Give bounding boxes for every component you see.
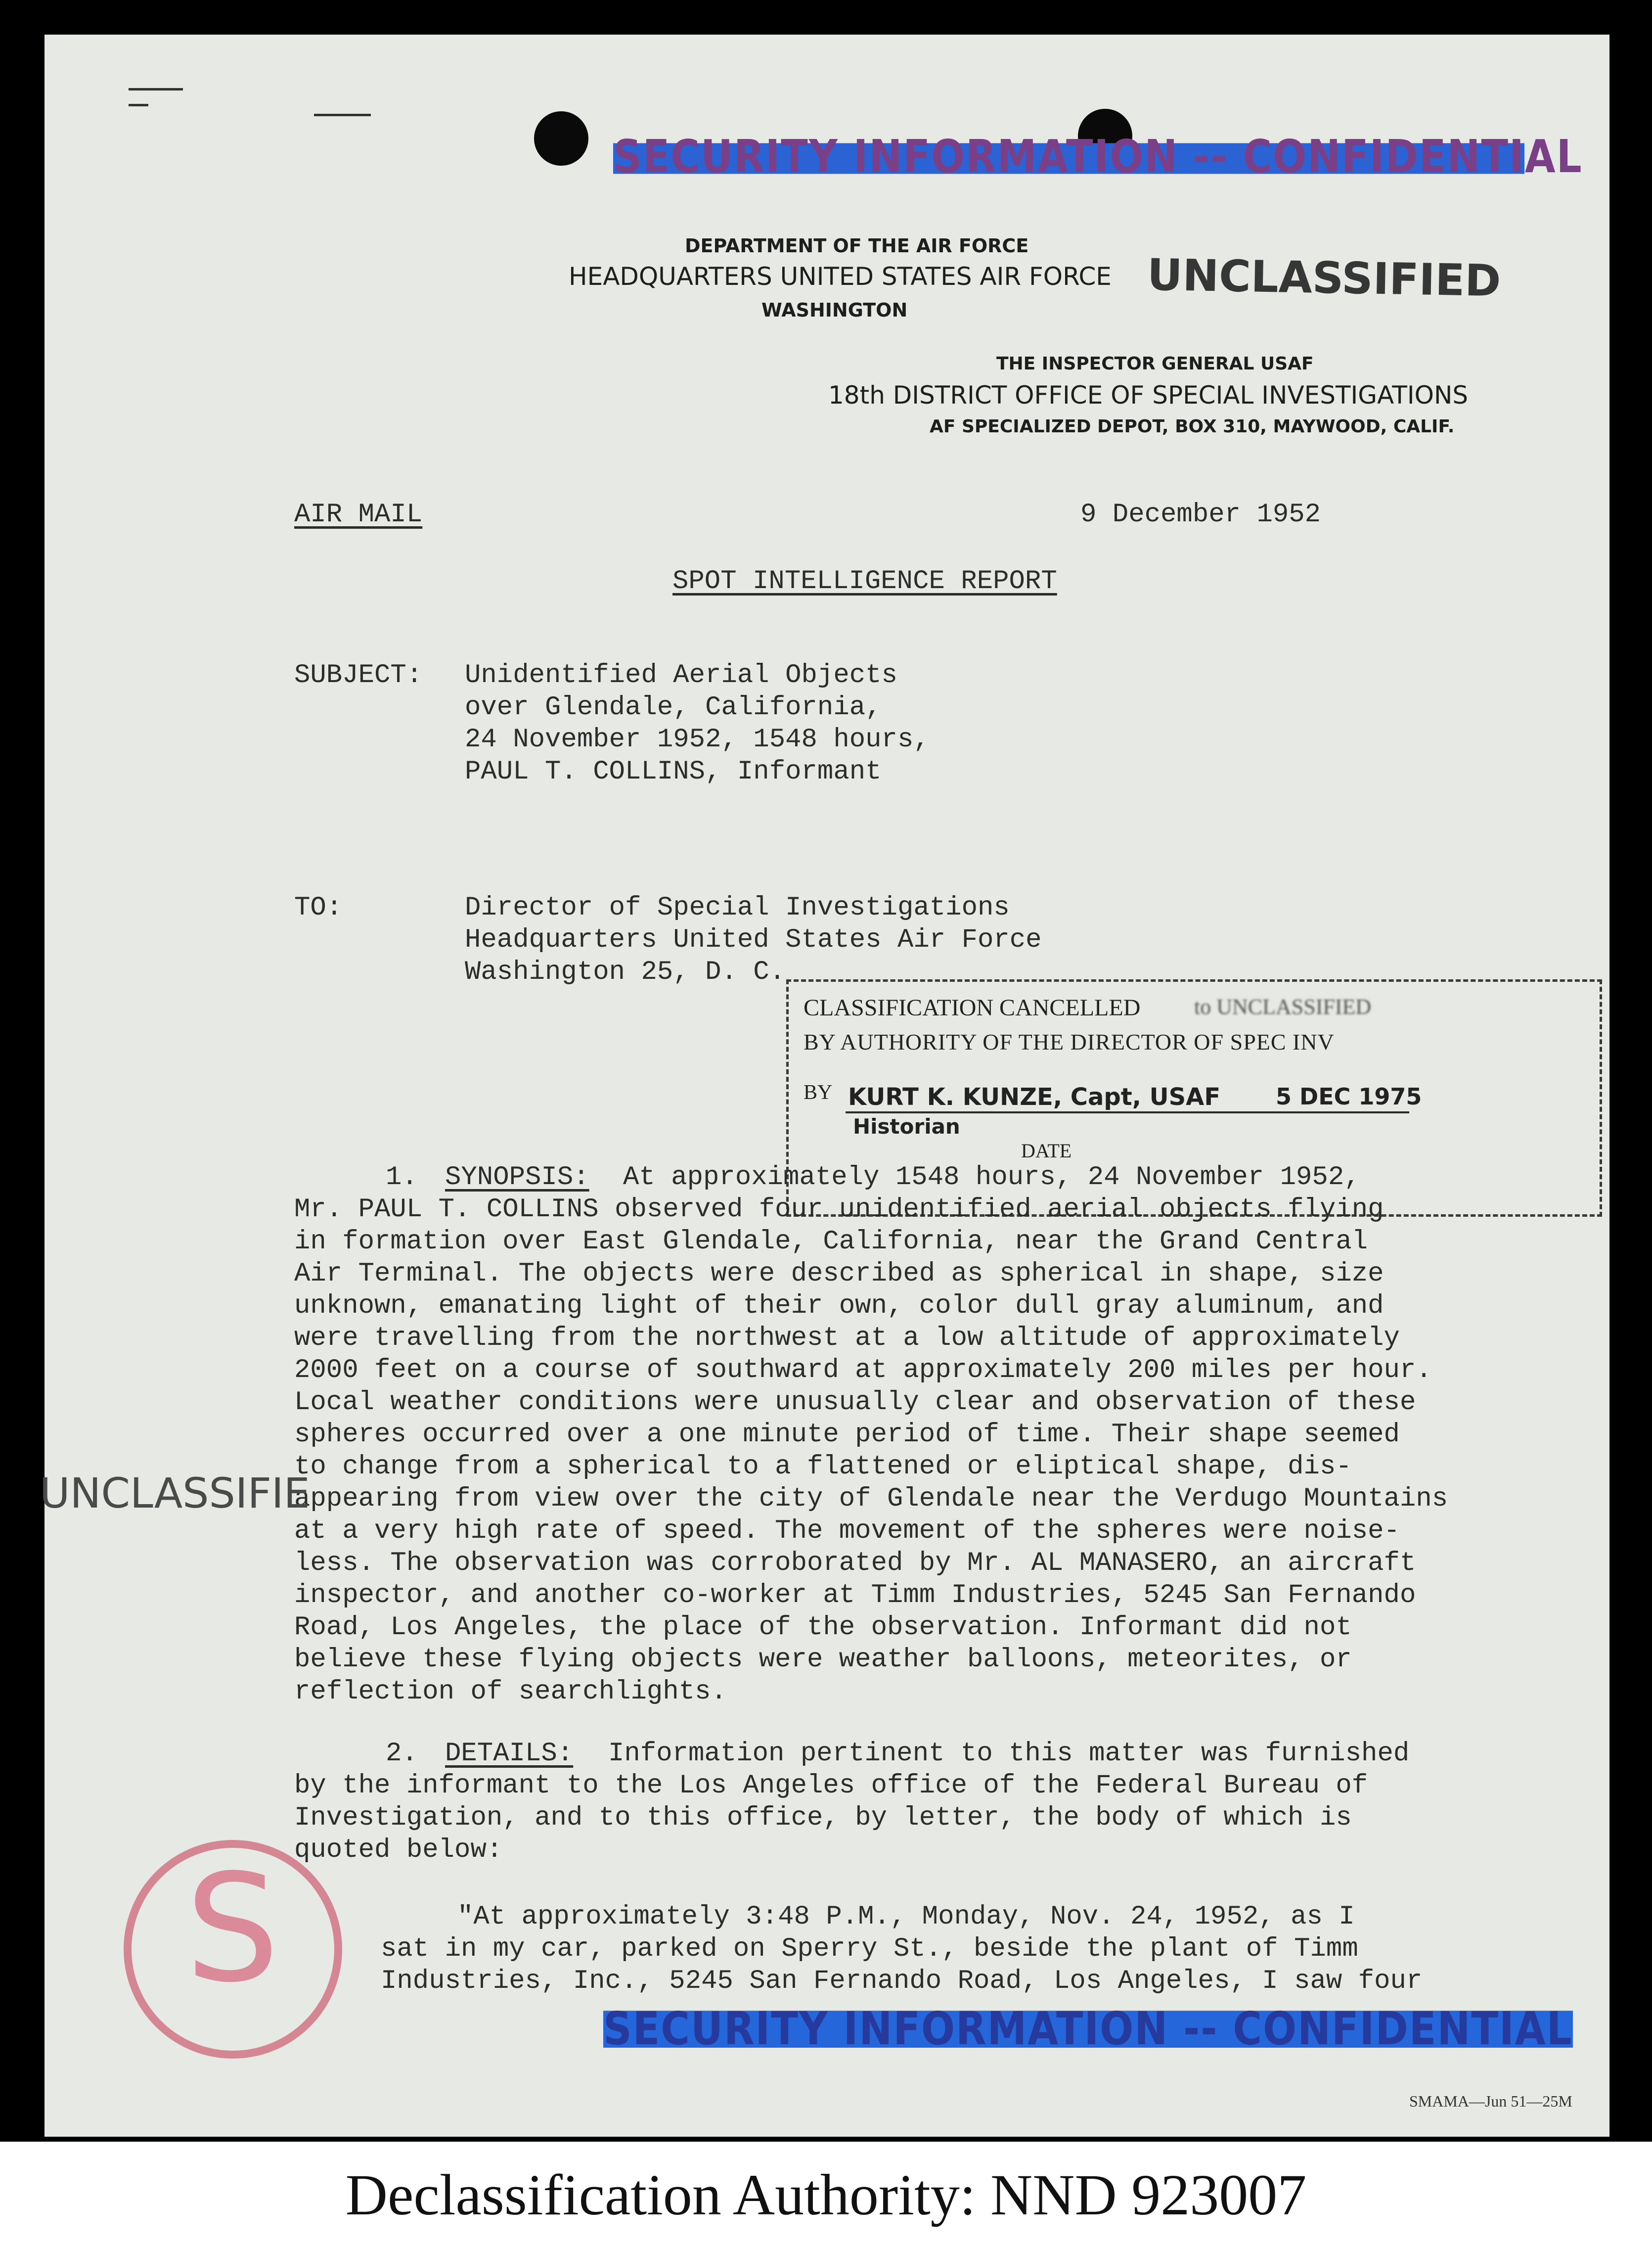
form-code: SMAMA—Jun 51—25M [1409, 2092, 1572, 2110]
synopsis-line: to change from a spherical to a flattened or eliptical shape, dis- [294, 1452, 1352, 1482]
synopsis-line: reflection of searchlights. [294, 1677, 727, 1707]
document-page [40, 35, 1609, 2137]
synopsis-number: 1. [386, 1162, 418, 1193]
subject-line: over Glendale, California, [465, 692, 882, 723]
office-address: AF SPECIALIZED DEPOT, BOX 310, MAYWOOD, CALIF. [930, 416, 1455, 437]
quote-line: Industries, Inc., 5245 San Fernando Road, Los Angeles, I saw four [381, 1966, 1423, 1996]
synopsis-line: spheres occurred over a one minute period of time. Their shape seemed [294, 1420, 1400, 1450]
synopsis-line: 2000 feet on a course of southward at approximately 200 miles per hour. [294, 1355, 1432, 1385]
details-heading: DETAILS: [445, 1739, 574, 1769]
synopsis-line: Mr. PAUL T. COLLINS observed four unidentified aerial objects flying [294, 1194, 1384, 1225]
details-number: 2. [386, 1739, 418, 1769]
stamp-date-label: DATE [1021, 1140, 1072, 1162]
synopsis-line: believe these flying objects were weather balloons, meteorites, or [294, 1645, 1352, 1675]
synopsis-line: in formation over East Glendale, California, near the Grand Central [294, 1227, 1368, 1257]
details-line: quoted below: [294, 1835, 503, 1865]
subject-line: PAUL T. COLLINS, Informant [465, 757, 882, 787]
details-first-line: Information pertinent to this matter was furnished [608, 1739, 1410, 1769]
synopsis-line: at a very high rate of speed. The movement of the spheres were noise- [294, 1516, 1400, 1546]
corner-mark [129, 104, 148, 106]
synopsis-line: Road, Los Angeles, the place of the observation. Informant did not [294, 1612, 1352, 1643]
s-stamp-letter: S [185, 1842, 280, 2015]
report-date: 9 December 1952 [1080, 500, 1321, 530]
stamp-by-label: BY [804, 1081, 833, 1104]
synopsis-first-line: At approximately 1548 hours, 24 November 1952, [623, 1162, 1360, 1193]
report-title: SPOT INTELLIGENCE REPORT [672, 566, 1057, 596]
details-line: by the informant to the Los Angeles office of the Federal Bureau of [294, 1771, 1368, 1801]
office-district: 18th DISTRICT OFFICE OF SPECIAL INVESTIGATIONS [828, 381, 1469, 410]
to-label: TO: [294, 893, 343, 923]
quote-line: "At approximately 3:48 P.M., Monday, Nov. 24, 1952, as I [457, 1902, 1355, 1932]
stamp-signature-line [846, 1111, 1409, 1113]
to-line: Director of Special Investigations [465, 893, 1010, 923]
unclassified-side-stamp: UNCLASSIFIE [40, 1469, 310, 1517]
corner-mark [129, 88, 183, 91]
letterhead-dept: DEPARTMENT OF THE AIR FORCE [685, 235, 1029, 257]
stamp-officer-title: Historian [853, 1114, 960, 1139]
synopsis-line: unknown, emanating light of their own, color dull gray aluminum, and [294, 1291, 1384, 1321]
to-line: Washington 25, D. C. [465, 957, 786, 987]
stamp-officer: KURT K. KUNZE, Capt, USAF [848, 1083, 1221, 1111]
security-marking-top: SECURITY INFORMATION -- CONFIDENTIAL [613, 130, 1583, 183]
synopsis-line: Local weather conditions were unusually clear and observation of these [294, 1387, 1416, 1418]
synopsis-heading: SYNOPSIS: [445, 1162, 589, 1193]
letterhead-city: WASHINGTON [761, 299, 908, 321]
stamp-line2: BY AUTHORITY OF THE DIRECTOR OF SPEC INV [804, 1029, 1335, 1055]
synopsis-line: appearing from view over the city of Glendale near the Verdugo Mountains [294, 1484, 1448, 1514]
synopsis-line: were travelling from the northwest at a low altitude of approximately [294, 1323, 1400, 1353]
letterhead-hq: HEADQUARTERS UNITED STATES AIR FORCE [569, 262, 1112, 291]
details-line: Investigation, and to this office, by letter, the body of which is [294, 1803, 1352, 1833]
synopsis-line: inspector, and another co-worker at Timm Industries, 5245 San Fernando [294, 1580, 1416, 1610]
stamp-date: 5 DEC 1975 [1276, 1083, 1422, 1110]
to-line: Headquarters United States Air Force [465, 925, 1042, 955]
unclassified-stamp: UNCLASSIFIED [1147, 249, 1502, 307]
synopsis-line: Air Terminal. The objects were described as spherical in shape, size [294, 1259, 1384, 1289]
stamp-line1: CLASSIFICATION CANCELLED [804, 995, 1141, 1021]
subject-line: 24 November 1952, 1548 hours, [465, 725, 930, 755]
security-marking-bottom: SECURITY INFORMATION -- CONFIDENTIAL [603, 2002, 1573, 2055]
mail-type: AIR MAIL [294, 500, 423, 530]
subject-label: SUBJECT: [294, 660, 423, 690]
declassification-caption: Declassification Authority: NND 923007 [0, 2142, 1652, 2248]
office-ig: THE INSPECTOR GENERAL USAF [996, 354, 1314, 374]
quote-line: sat in my car, parked on Sperry St., beside the plant of Timm [381, 1934, 1358, 1964]
stamp-line1-suffix: to UNCLASSIFIED [1194, 995, 1372, 1019]
corner-mark [314, 114, 371, 116]
punch-hole-left [534, 111, 588, 166]
subject-line: Unidentified Aerial Objects [465, 660, 897, 690]
synopsis-line: less. The observation was corroborated by Mr. AL MANASERO, an aircraft [294, 1548, 1416, 1578]
